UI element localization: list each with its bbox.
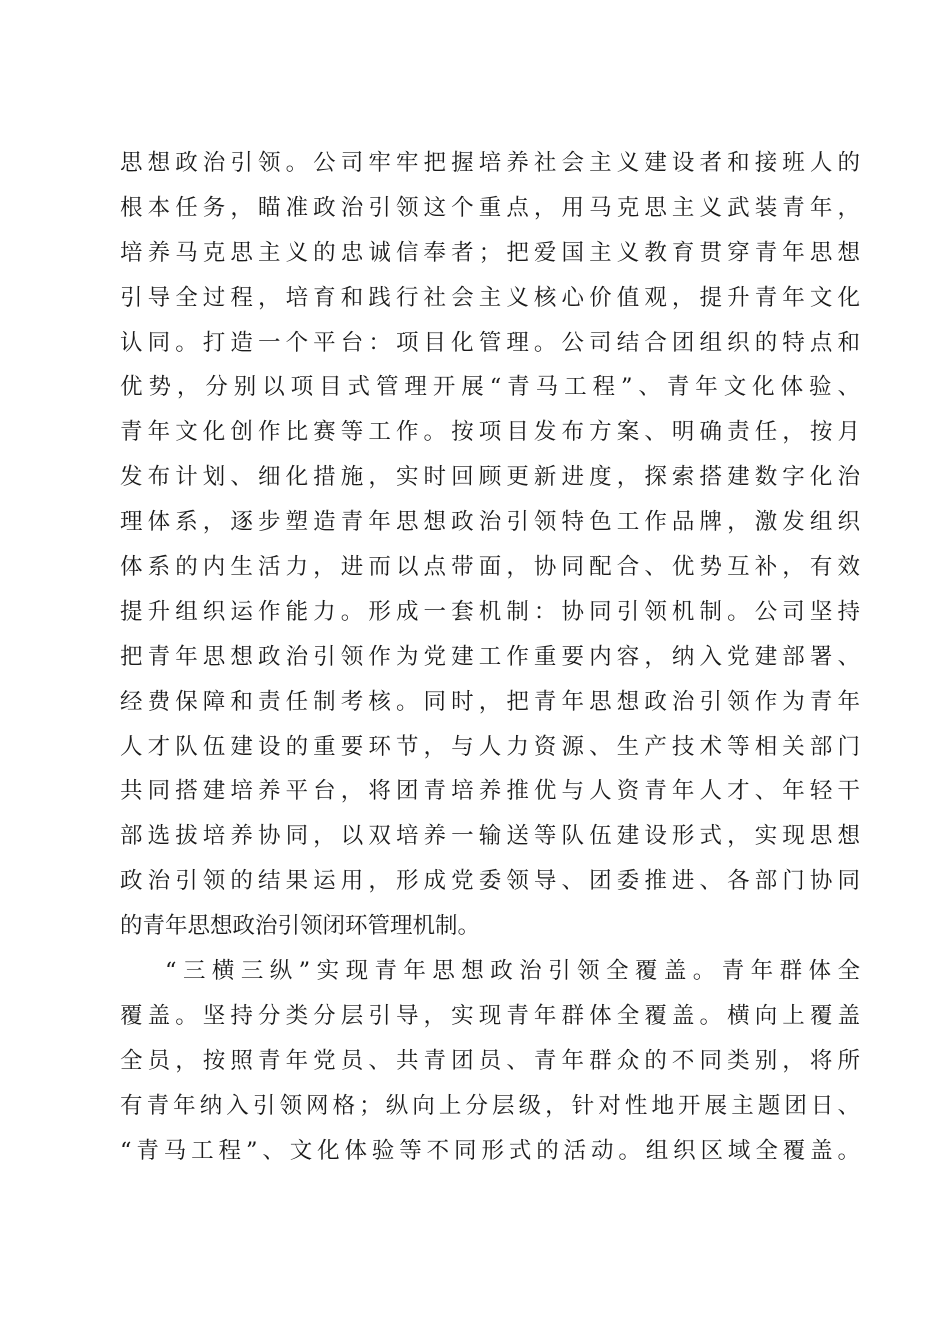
text-line: 覆盖。坚持分类分层引导，实现青年群体全覆盖。横向上覆盖	[120, 1002, 860, 1029]
text-line: 认同。打造一个平台：项目化管理。公司结合团组织的特点和	[120, 329, 860, 356]
text-line: 体系的内生活力，进而以点带面，协同配合、优势互补，有效	[120, 554, 860, 581]
text-line: 共同搭建培养平台，将团青培养推优与人资青年人才、年轻干	[120, 778, 860, 805]
paragraph-2	[120, 949, 860, 1173]
text-line: 青年文化创作比赛等工作。按项目发布方案、明确责任，按月	[120, 419, 860, 446]
text-line: 发布计划、细化措施，实时回顾更新进度，探索搭建数字化治	[120, 464, 860, 491]
text-line: 经费保障和责任制考核。同时，把青年思想政治引领作为青年	[120, 688, 860, 715]
text-line: “三横三纵”实现青年思想政治引领全覆盖。青年群体全	[165, 958, 860, 985]
text-line: 提升组织运作能力。形成一套机制：协同引领机制。公司坚持	[120, 598, 860, 625]
text-line: 的青年思想政治引领闭环管理机制。	[120, 913, 481, 940]
paragraph-1	[120, 141, 860, 949]
text-line: 优势，分别以项目式管理开展“青马工程”、青年文化体验、	[120, 374, 860, 401]
text-line: 有青年纳入引领网格；纵向上分层级，针对性地开展主题团日、	[120, 1092, 860, 1119]
text-line: 政治引领的结果运用，形成党委领导、团委推进、各部门协同	[120, 868, 860, 895]
text-line: 全员，按照青年党员、共青团员、青年群众的不同类别，将所	[120, 1047, 860, 1074]
text-line: “青马工程”、文化体验等不同形式的活动。组织区域全覆盖。	[120, 1137, 860, 1164]
text-line: 人才队伍建设的重要环节，与人力资源、生产技术等相关部门	[120, 733, 860, 760]
text-line: 根本任务，瞄准政治引领这个重点，用马克思主义武装青年，	[120, 194, 860, 221]
text-line: 部选拔培养协同，以双培养一输送等队伍建设形式，实现思想	[120, 823, 860, 850]
text-line: 思想政治引领。公司牢牢把握培养社会主义建设者和接班人的	[120, 150, 860, 176]
text-line: 培养马克思主义的忠诚信奉者；把爱国主义教育贯穿青年思想	[120, 239, 860, 266]
text-line: 把青年思想政治引领作为党建工作重要内容，纳入党建部署、	[120, 643, 860, 670]
text-line: 理体系，逐步塑造青年思想政治引领特色工作品牌，激发组织	[120, 509, 860, 536]
text-line: 引导全过程，培育和践行社会主义核心价值观，提升青年文化	[120, 284, 860, 311]
body-text	[120, 141, 860, 1173]
